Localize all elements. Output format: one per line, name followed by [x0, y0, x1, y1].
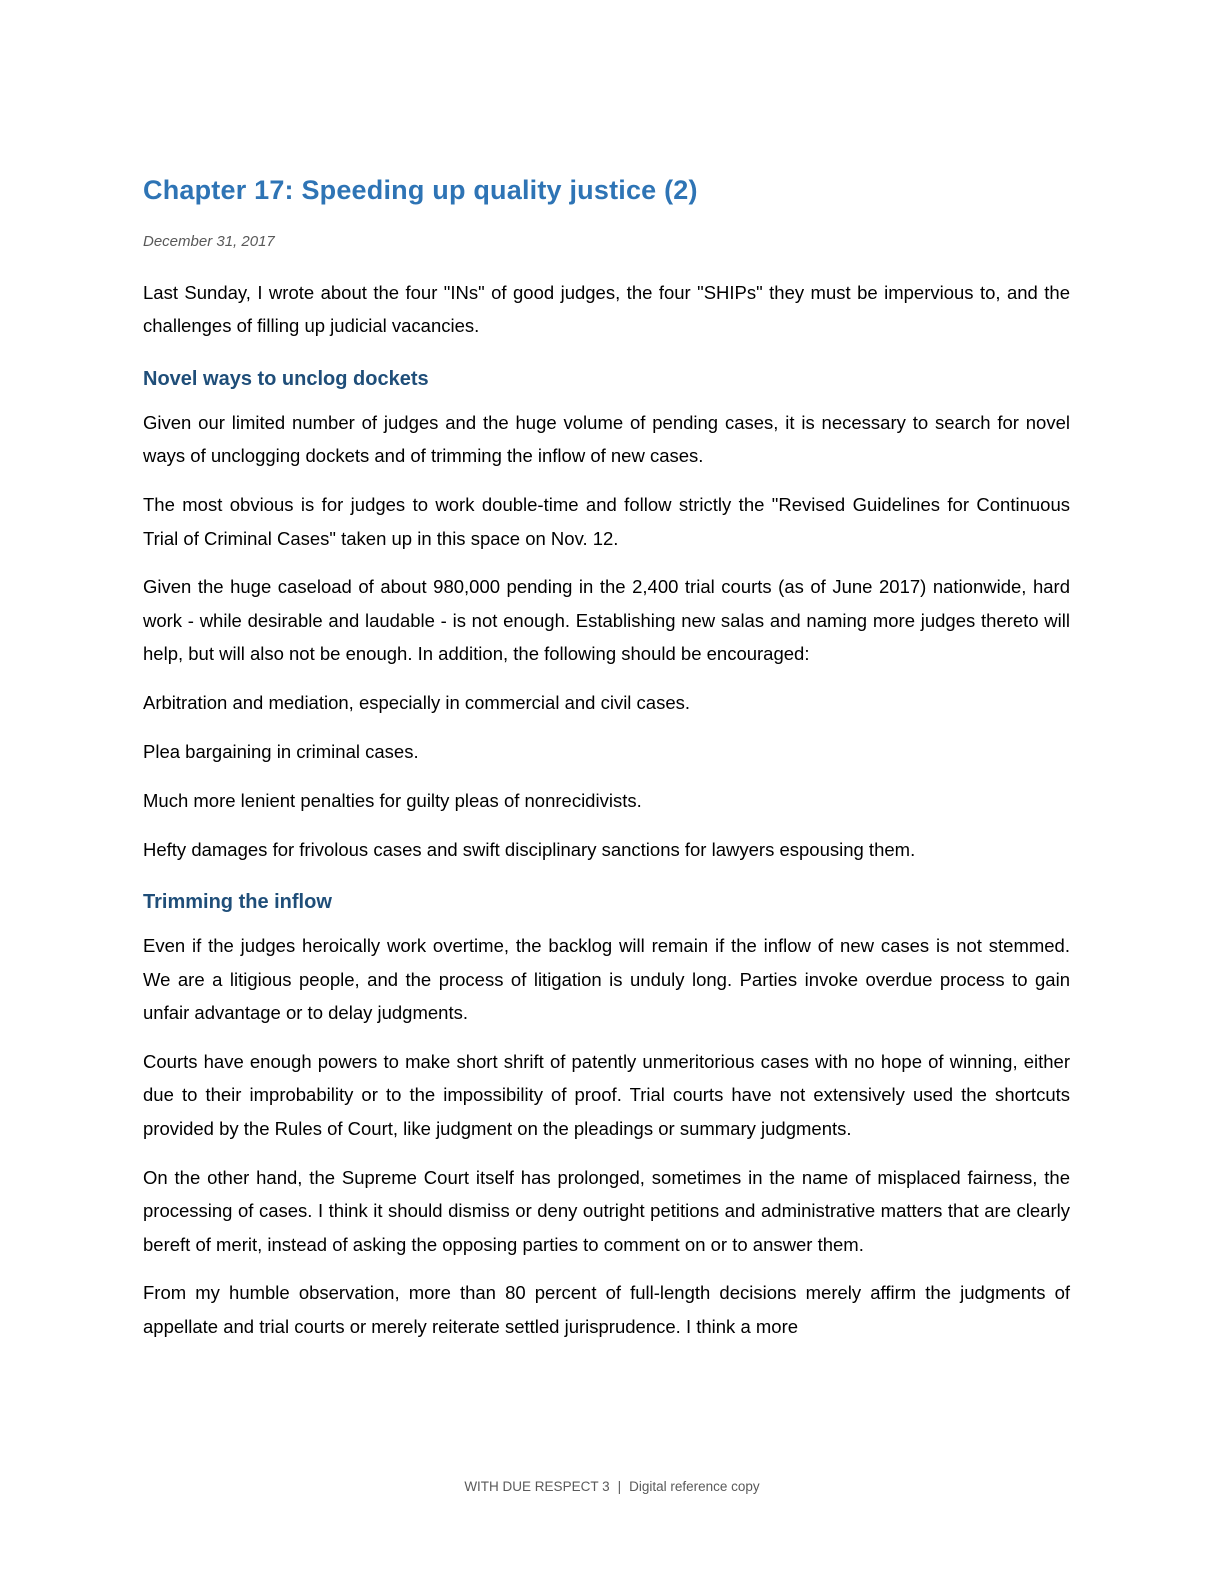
- section-heading-trimming-inflow: Trimming the inflow: [143, 891, 332, 914]
- publication-date: December 31, 2017: [143, 233, 275, 250]
- body-paragraph: Given our limited number of judges and the huge volume of pending cases, it is necessary to search for novel ways of unclogging dockets and of trimming the inflow of new cases.: [143, 411, 1070, 467]
- body-paragraph: From my humble observation, more than 80 percent of full-length decisions merely affirm the judgments of appellate and trial courts or merely reiterate settled jurisprudence. I think a more: [143, 1282, 1070, 1337]
- intro-paragraph: Last Sunday, I wrote about the four "INs" of good judges, the four "SHIPs" they must be impervious to, and the challenges of filling up judicial vacancies.: [143, 282, 1070, 337]
- document-page: [143, 170, 1070, 1359]
- footer-book-title: WITH DUE RESPECT 3: [464, 1479, 610, 1494]
- body-paragraph: Given the huge caseload of about 980,000 pending in the 2,400 trial courts (as of June 2017) nationwide, hard work - while desirable and laudable - is not enough. Establishing new salas and naming more judges thereto will help, but will also not be enough. In addition, the following should be encouraged:: [143, 576, 1070, 665]
- footer-copy-label: Digital reference copy: [629, 1479, 760, 1494]
- body-paragraph: Even if the judges heroically work overtime, the backlog will remain if the inflow of new cases is not stemmed. We are a litigious people, and the process of litigation is unduly long. Parties invoke overdue process to gain unfair advantage or to delay judgments.: [143, 935, 1070, 1024]
- list-item: Hefty damages for frivolous cases and swift disciplinary sanctions for lawyers espousing them.: [143, 838, 916, 860]
- section-heading-novel-ways: Novel ways to unclog dockets: [143, 367, 429, 390]
- list-item: Plea bargaining in criminal cases.: [143, 741, 419, 763]
- body-paragraph: Courts have enough powers to make short shrift of patently unmeritorious cases with no hope of winning, either due to their improbability or to the impossibility of proof. Trial courts have not extensively used the shortcuts provided by the Rules of Court, like judgment on the pleadings or summary judgments.: [143, 1051, 1070, 1139]
- chapter-title: Chapter 17: Speeding up quality justice (2): [143, 175, 698, 205]
- footer-separator: |: [617, 1479, 622, 1494]
- list-item: Arbitration and mediation, especially in commercial and civil cases.: [143, 692, 691, 714]
- body-paragraph: On the other hand, the Supreme Court itself has prolonged, sometimes in the name of misplaced fairness, the processing of cases. I think it should dismiss or deny outright petitions and administrative matters that are clearly bereft of merit, instead of asking the opposing parties to comment on or to answer them.: [143, 1166, 1070, 1255]
- list-item: Much more lenient penalties for guilty pleas of nonrecidivists.: [143, 789, 642, 811]
- page-footer: [0, 1479, 1224, 1494]
- body-paragraph: The most obvious is for judges to work double-time and follow strictly the "Revised Guidelines for Continuous Trial of Criminal Cases" taken up in this space on Nov. 12.: [143, 494, 1070, 549]
